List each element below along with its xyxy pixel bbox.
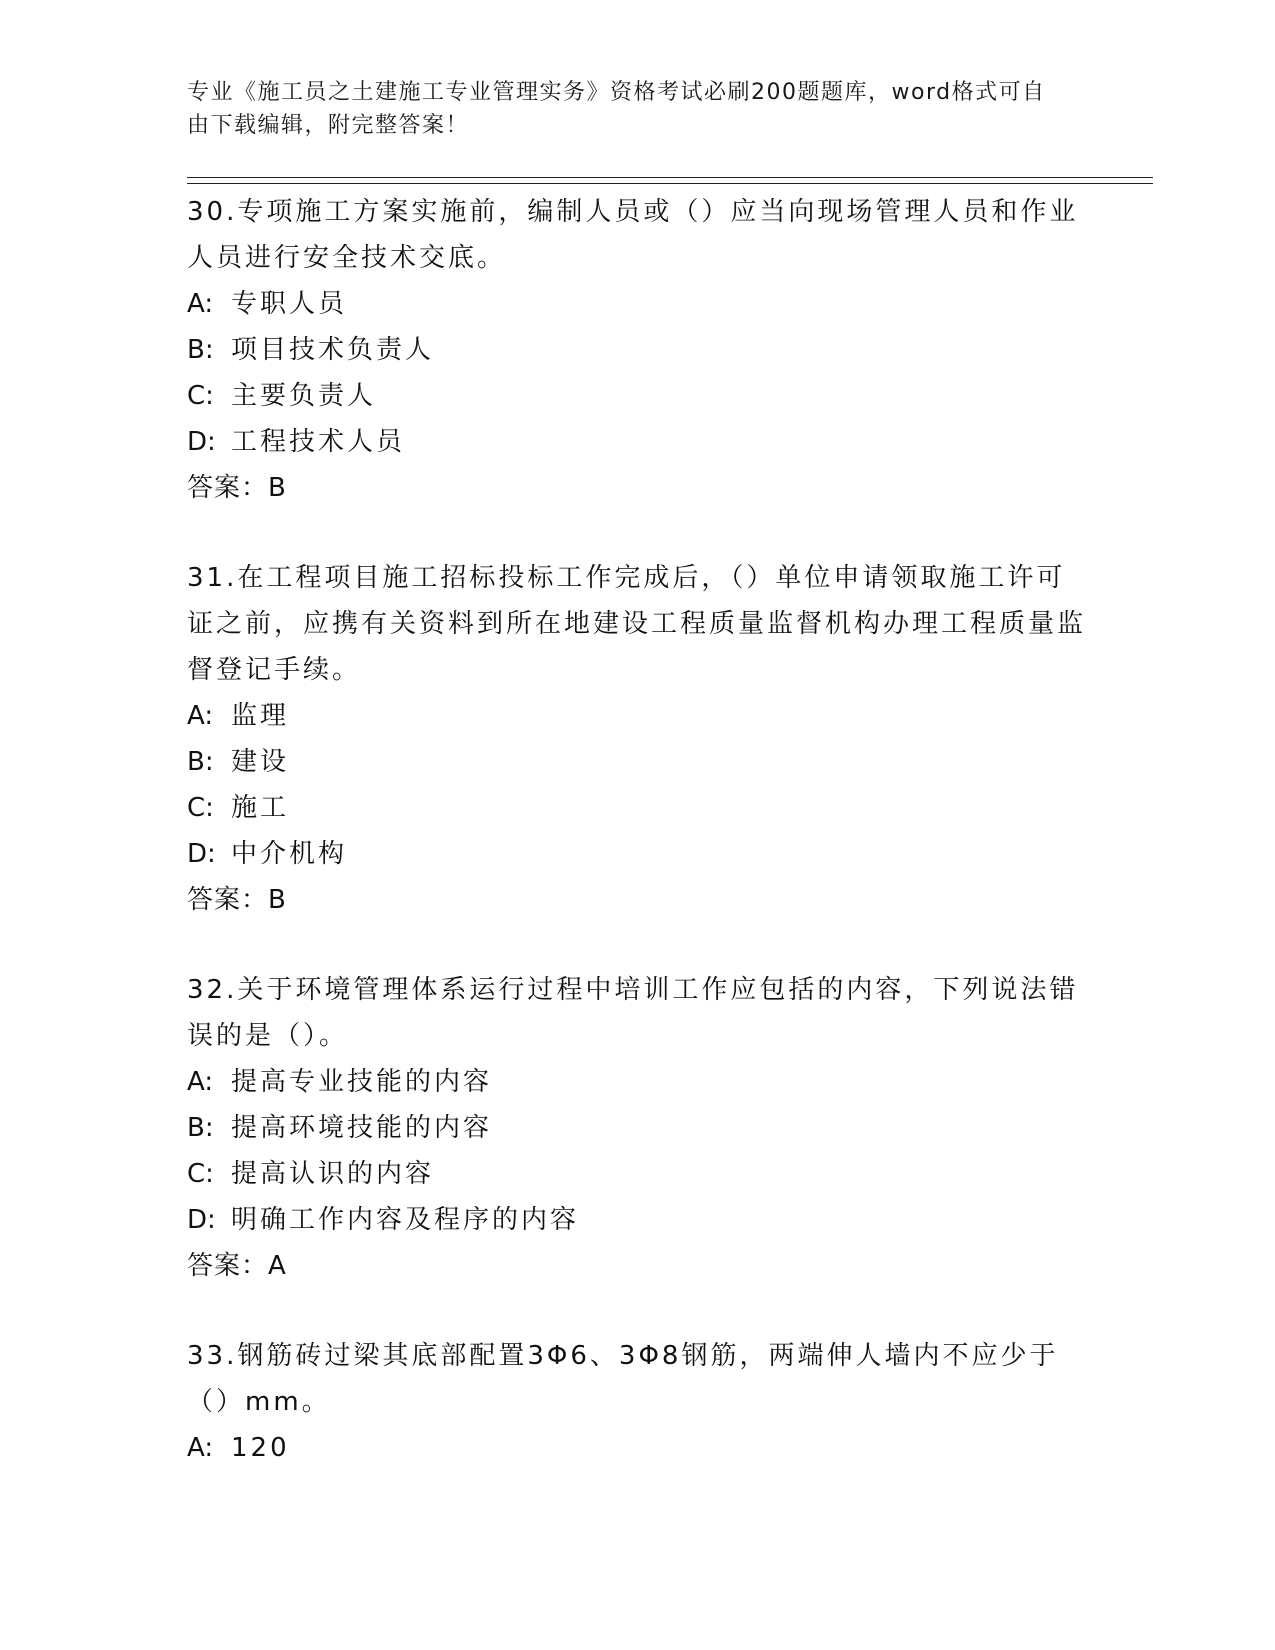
option-key: B: bbox=[187, 747, 214, 777]
option-text: 120 bbox=[231, 1433, 290, 1463]
option-text: 提高环境技能的内容 bbox=[231, 1113, 493, 1143]
option-key: A: bbox=[187, 701, 214, 731]
option-key: C: bbox=[187, 1159, 214, 1189]
option-text: 施工 bbox=[231, 793, 290, 823]
header-divider-bottom bbox=[187, 183, 1153, 184]
option-d bbox=[187, 1197, 1087, 1243]
option-key: D: bbox=[187, 427, 216, 457]
option-key: C: bbox=[187, 381, 214, 411]
question-32 bbox=[187, 967, 1087, 1289]
question-33 bbox=[187, 1333, 1087, 1471]
option-text: 提高认识的内容 bbox=[231, 1159, 435, 1189]
option-key: C: bbox=[187, 793, 214, 823]
option-key: D: bbox=[187, 839, 216, 869]
option-c bbox=[187, 1151, 1087, 1197]
question-30 bbox=[187, 189, 1087, 511]
option-text: 工程技术人员 bbox=[231, 427, 406, 457]
option-a bbox=[187, 1425, 1087, 1471]
option-text: 中介机构 bbox=[231, 839, 348, 869]
option-text: 建设 bbox=[231, 747, 290, 777]
question-list bbox=[187, 189, 1087, 1515]
question-31 bbox=[187, 555, 1087, 923]
question-stem: 31.在工程项目施工招标投标工作完成后，（）单位申请领取施工许可证之前，应携有关资料到所在地建设工程质量监督机构办理工程质量监督登记手续。 bbox=[187, 563, 1087, 685]
document-header: 专业《施工员之土建施工专业管理实务》资格考试必刷200题题库，word格式可自由下载编辑，附完整答案！ bbox=[187, 80, 1046, 138]
option-key: B: bbox=[187, 335, 214, 365]
option-b bbox=[187, 739, 1087, 785]
answer-line: 答案：B bbox=[187, 885, 287, 915]
header-divider-top bbox=[187, 177, 1153, 178]
option-b bbox=[187, 1105, 1087, 1151]
option-c bbox=[187, 373, 1087, 419]
option-text: 提高专业技能的内容 bbox=[231, 1067, 493, 1097]
option-a bbox=[187, 281, 1087, 327]
option-text: 监理 bbox=[231, 701, 290, 731]
option-key: A: bbox=[187, 1433, 214, 1463]
option-d bbox=[187, 831, 1087, 877]
option-a bbox=[187, 693, 1087, 739]
option-key: A: bbox=[187, 1067, 214, 1097]
answer-line: 答案：B bbox=[187, 473, 287, 503]
question-stem: 30.专项施工方案实施前，编制人员或（）应当向现场管理人员和作业人员进行安全技术交底。 bbox=[187, 197, 1079, 273]
option-key: B: bbox=[187, 1113, 214, 1143]
option-d bbox=[187, 419, 1087, 465]
option-text: 明确工作内容及程序的内容 bbox=[231, 1205, 580, 1235]
option-b bbox=[187, 327, 1087, 373]
option-text: 项目技术负责人 bbox=[231, 335, 435, 365]
question-stem: 32.关于环境管理体系运行过程中培训工作应包括的内容，下列说法错误的是（）。 bbox=[187, 975, 1079, 1051]
option-text: 主要负责人 bbox=[231, 381, 377, 411]
answer-line: 答案：A bbox=[187, 1251, 287, 1281]
option-key: D: bbox=[187, 1205, 216, 1235]
option-c bbox=[187, 785, 1087, 831]
question-stem: 33.钢筋砖过梁其底部配置3Φ6、3Φ8钢筋，两端伸人墙内不应少于（）mm。 bbox=[187, 1341, 1059, 1417]
option-key: A: bbox=[187, 289, 214, 319]
option-a bbox=[187, 1059, 1087, 1105]
option-text: 专职人员 bbox=[231, 289, 348, 319]
